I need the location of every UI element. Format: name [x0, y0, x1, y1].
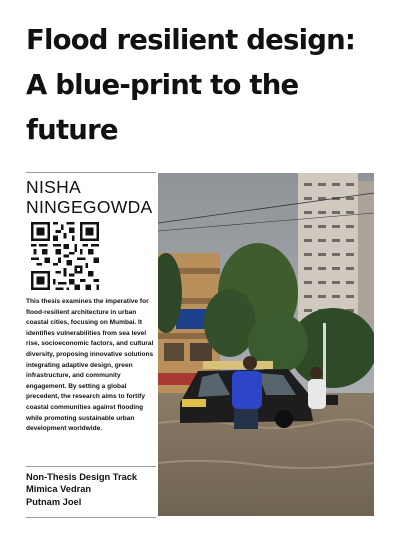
- credits-divider-bottom: [26, 517, 156, 518]
- author-last-name: NINGEGOWDA: [26, 197, 153, 217]
- flood-photo: [158, 173, 374, 516]
- title-line-2: A blue-print to the: [26, 69, 299, 101]
- advisor-1: Mimica Vedran: [26, 484, 92, 495]
- credits: [26, 471, 156, 508]
- title-line-3: future: [26, 114, 118, 146]
- title-line-1: Flood resilient design:: [26, 24, 356, 56]
- top-divider: [26, 172, 156, 173]
- author-name: [26, 177, 156, 217]
- qr-code-icon: [31, 222, 99, 290]
- abstract-text: This thesis examines the imperative for flood-resilient architecture in urban coastal cities, focusing on Mumbai. It identifies vulnerabilities from sea level rise, socioeconomic factors, and cultural diversity, proposing innovative solutions integrating adaptive design, green infrastructure, and community engagement. By setting a global precedent, the research aims to fortify coastal communities against flooding while promoting sustainable urban development worldwide.: [26, 298, 154, 433]
- advisor-2: Putnam Joel: [26, 496, 82, 507]
- credits-divider-top: [26, 466, 156, 467]
- design-track: Non-Thesis Design Track: [26, 472, 138, 482]
- poster-title: [26, 18, 386, 153]
- author-first-name: NISHA: [26, 177, 81, 197]
